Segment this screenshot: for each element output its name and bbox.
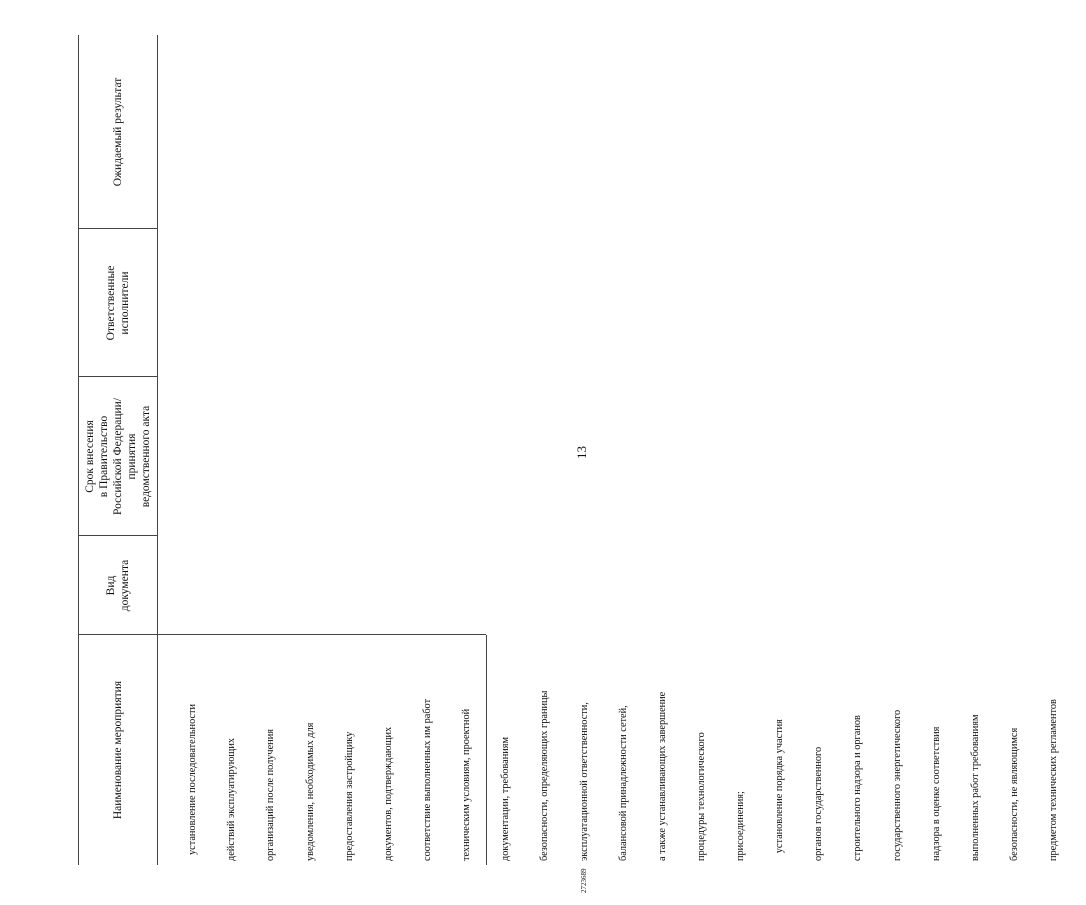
text-line: надзора в оценке соответствия [930, 726, 942, 861]
header-line: исполнители [118, 271, 131, 335]
text-line: документации, требованиям [500, 736, 512, 861]
text-line: предоставления застройщику [343, 731, 355, 861]
header-line: ведомственного акта [139, 405, 152, 508]
header-line: в Правительство [97, 415, 110, 498]
header-event-name [78, 635, 157, 865]
text-line: установление последовательности [187, 703, 199, 855]
text-line: техническим условиям, проектной [461, 708, 473, 861]
text-line: соответствие выполненных им работ [421, 698, 433, 861]
page-number: 13 [574, 446, 589, 459]
header-document-type [78, 536, 157, 635]
header-line: Вид [104, 575, 117, 596]
header-line: Наименование мероприятия [111, 680, 124, 820]
text-line: уведомления, необходимых для [304, 722, 316, 861]
text-line: документов, подтверждающих [382, 726, 394, 861]
text-line: присоединения; [735, 791, 747, 861]
text-line: эксплуатационной ответственности, [578, 702, 590, 861]
text-line: предметом технических регламентов [1048, 699, 1060, 861]
header-bottom-rule [157, 35, 158, 865]
text-line: действий эксплуатирующих [226, 738, 238, 861]
text-line: строительного надзора и органов [852, 715, 864, 861]
header-line: принятия [125, 433, 138, 480]
text-line: выполненных работ требованиям [969, 714, 981, 861]
event-description-cell [160, 691, 1086, 861]
text-line: безопасности, определяющих границы [539, 690, 551, 861]
header-line: Срок внесения [83, 420, 96, 493]
text-line: а также устанавливающих завершение [656, 691, 668, 861]
header-line: документа [118, 559, 131, 612]
text-line: безопасности, не являющимся [1009, 727, 1021, 861]
text-line: процедуры технологического [695, 732, 707, 861]
text-line: органов государственного [813, 746, 825, 861]
header-responsible [78, 229, 157, 377]
text-line: установление порядка участия [774, 719, 786, 861]
text-line: балансовой принадлежности сетей, [617, 705, 629, 861]
header-line: Ответственные [104, 265, 117, 341]
header-expected-result [78, 35, 157, 229]
text-line: организаций после получения [265, 729, 277, 861]
document-code: 2723689 [580, 868, 588, 893]
header-line: Ожидаемый результат [111, 77, 124, 187]
header-deadline [78, 377, 157, 536]
text-line: государственного энергетического [891, 709, 903, 861]
header-line: Российской Федерации/ [111, 397, 124, 516]
